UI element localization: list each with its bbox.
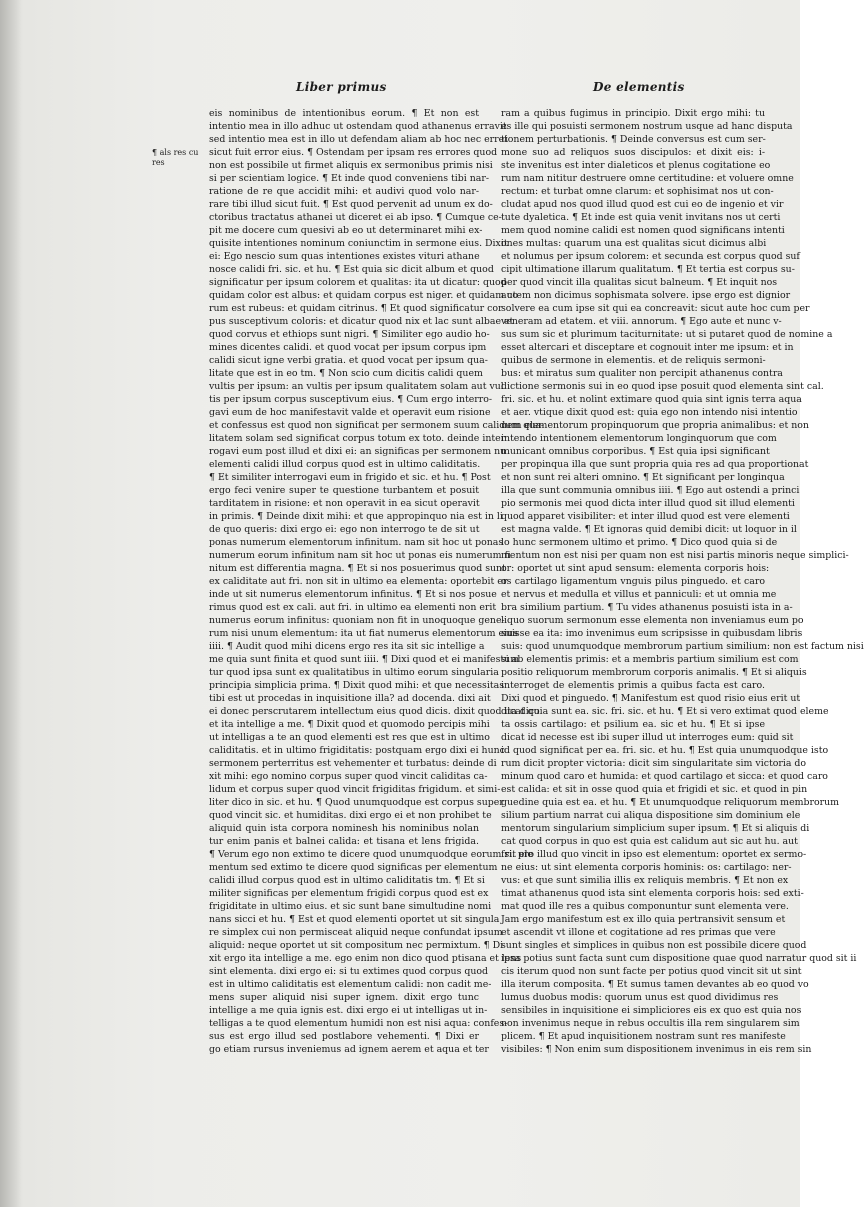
text-line: id quod significat per ea. fri. sic. et hu. ¶ Est quia unumquodque isto [501,745,829,756]
text-line: sed intentio mea est in illo ut defendam aliam ab hoc nec erret [209,134,508,145]
text-line: suisse ea ita: imo invenimus eum scripsisse in quibusdam libris [501,628,803,639]
text-line: iiii. ¶ Audit quod mihi dicens ergo res ita sit sic intellige a [209,641,485,652]
text-line: plicem. ¶ Et apud inquisitionem nostram sunt res manifeste [501,1031,786,1042]
text-line: dictione sermonis sui in eo quod ipse posuit quod elementa sint cal. [501,381,824,392]
text-line: mem quod nomine calidi est nomen quod significans intenti [501,225,785,236]
text-line: si ab elementis primis: et a membris partium similium est com [501,654,799,665]
text-line: fri. pro illud quo vincit in ipso est elementum: oportet ex sermo- [501,849,807,860]
text-line: guedine quia est ea. et hu. ¶ Et unumquodque reliquorum membrorum [501,797,840,808]
text-line: et nolumus per ipsum colorem: et secunda est corpus quod suf [501,251,800,262]
text-line: suis: quod unumquodque membrorum partium similium: non est factum nisi [501,641,864,652]
text-line: quibus de sermone in elementis. et de reliquis sermoni- [501,355,766,366]
text-line: tarditatem in risione: et non operavit in ea sicut operavit [209,498,480,509]
page-gutter-shadow [0,0,22,1207]
text-line: ¶ Verum ego non extimo te dicere quod unumquodque eorum sit ele [209,849,534,860]
text-line: rectum: et turbat omne clarum: et sophisimat nos ut con- [501,186,774,197]
text-line: ¶ Et similiter interrogavi eum in frigido et sic. et hu. ¶ Post [209,472,491,483]
text-line: ste invenitus est inter dialeticos et plenus cogitatione eo [501,160,771,171]
text-line: mens super aliquid nisi super ignem. dixit ergo tunc [209,992,479,1003]
text-line: rum nisi unum elementum: ita ut fiat numerus elementorum eius [209,628,518,639]
text-line: cis iterum quod non sunt facte per potius quod vincit sit ut sint [501,966,802,977]
running-head-right: De elementis [593,80,685,94]
text-line: tur quod ipsa sunt ex qualitatibus in ultimo eorum singularia [209,667,499,678]
text-line: mentum sed extimo te dicere quod significas per elementum [209,862,498,873]
text-line: timat athanenus quod ista sint elementa corporis hois: sed exti- [501,888,804,899]
text-line: ctoribus tractatus athanei ut diceret ei ab ipso. ¶ Cumque ce- [209,212,502,223]
text-line: tute dyaletica. ¶ Et inde est quia venit invitans nos ut certi [501,212,781,223]
text-line: cludat apud nos quod illud quod est cui eo de ingenio et vir [501,199,784,210]
text-line: rum nam nititur destruere omne certitudine: et voluere omne [501,173,794,184]
text-line: sermonem perterritus est vehementer et turbatus: deinde di [209,758,497,769]
text-line: est calida: et sit in osse quod quia et frigidi et sic. et quod in pin [501,784,808,795]
text-line: telligas a te quod elementum humidi non est nisi aqua: confes- [209,1018,508,1029]
text-line: mines dicentes calidi. et quod vocat per ipsum corpus ipm [209,342,487,353]
text-line: rogavi eum post illud et dixi ei: an significas per sermonem nu [209,446,507,457]
text-line: bus: et miratus sum qualiter non percipit athanenus contra [501,368,783,379]
text-line: quod vincit sic. et humiditas. dixi ergo ei et non prohibet te [209,810,492,821]
text-column-right [501,107,864,1056]
text-line: rimus quod est ex cali. aut fri. in ultimo ea elementi non erit [209,602,497,613]
text-line: quisite intentiones nominum coniunctim in sermone eius. Dixit [209,238,508,249]
text-line: intellige a me quia ignis est. dixi ergo ei ut intelligas ut in- [209,1005,488,1016]
text-line: silium partium narrat cui aliqua dispositione sim dominium ele [501,810,801,821]
text-line: re simplex cui non permisceat aliquid neque confundat ipsum [209,927,503,938]
text-line: illa que sunt communia omnibus iiii. ¶ Ego aut ostendi a princi [501,485,800,496]
text-line: eis nominibus de intentionibus eorum. ¶ Et non est [209,108,479,119]
text-line: tis per ipsum corpus susceptivum eius. ¶ Cum ergo interro- [209,394,493,405]
text-line: et non sunt rei alteri omnino. ¶ Et significant per longinqua [501,472,785,483]
text-line: rare tibi illud sicut fuit. ¶ Est quod pervenit ad unum ex do- [209,199,493,210]
text-line: ponas numerum elementorum infinitum. nam sit hoc ut ponas [209,537,504,548]
text-line: nosce calidi fri. sic. et hu. ¶ Est quia sic dicit album et quod [209,264,494,275]
text-line: nem elementorum propinquorum que propria animalibus: et non [501,420,809,431]
text-line: nans sicci et hu. ¶ Est et quod elementi oportet ut sit singula [209,914,500,925]
text-line: non invenimus neque in rebus occultis illa rem singularem sim [501,1018,800,1029]
text-line: cat quod corpus in quo est quia est calidum aut sic aut hu. aut [501,836,798,847]
text-line: et ita intellige a me. ¶ Dixit quod et quomodo percipis mihi [209,719,490,730]
text-line: ei: Ego nescio sum quas intentiones existes vituri athane [209,251,480,262]
text-line: pus susceptivum coloris: et dicatur quod nix et lac sunt albae et [209,316,514,327]
text-line: tibi est ut procedas in inquisitione illa? ad docenda. dixi ait [209,693,491,704]
text-line: nitum est differentia magna. ¶ Et si nos posuerimus quod sunt [209,563,506,574]
text-line: in primis. ¶ Deinde dixit mihi: et que appropinquo nia est in li [209,511,503,522]
text-line: sus sum sic et plurimum taciturnitate: ut si putaret quod de nomine a [501,329,833,340]
text-line: caliditatis. et in ultimo frigiditatis: postquam ergo dixi ei hunc [209,745,505,756]
text-line: autem non dicimus sophismata solvere. ipse ergo est dignior [501,290,791,301]
text-line: lo hunc sermonem ultimo et primo. ¶ Dico quod quia si de [501,537,778,548]
text-line: aliquid quin ista corpora nominesh his nominibus nolan [209,823,479,834]
text-line: per quod vincit illa qualitas sicut balneum. ¶ Et inquit nos [501,277,778,288]
text-line: mentum non est nisi per quam non est nisi partis minoris neque simplici- [501,550,849,561]
text-line: lumus duobus modis: quorum unus est quod dividimus res [501,992,779,1003]
text-line: per propinqua illa que sunt propria quia res ad qua proportionat [501,459,809,470]
text-line: ne eius: ut sint elementa corporis hominis: os: cartilago: ner- [501,862,792,873]
text-line: tionem perturbationis. ¶ Deinde conversus est cum ser- [501,134,766,145]
text-line: mentorum singularium simplicium super ipsum. ¶ Et si aliquis di [501,823,810,834]
text-line: principia simplicia prima. ¶ Dixit quod mihi: et que necessitas [209,680,505,691]
text-line: litate que est in eo tm. ¶ Non scio cum dicitis calidi quem [209,368,483,379]
text-line: sint elementa. dixi ergo ei: si tu extimes quod corpus quod [209,966,489,977]
text-line: gavi eum de hoc manifestavit valde et operavit eum risione [209,407,491,418]
text-line: os cartilago ligamentum vnguis pilus pinguedo. et caro [501,576,765,587]
text-line: dicat quia sunt ea. sic. fri. sic. et hu. ¶ Et si vero extimat quod eleme [501,706,829,717]
text-line: positio reliquorum membrorum corporis animalis. ¶ Et si aliquis [501,667,807,678]
text-line: frigiditate in ultimo eius. et sic sunt bane simultudine nomi [209,901,492,912]
text-line: est in ultimo caliditatis est elementum calidi: non cadit me- [209,979,492,990]
text-line: mone suo ad reliquos suos discipulos: et dixit eis: i- [501,147,765,158]
text-line: ipsa potius sunt facta sunt cum dispositione quae quod narratur quod sit ii [501,953,857,964]
text-line: municant omnibus corporibus. ¶ Est quia ipsi significant [501,446,770,457]
text-line: liquo suorum sermonum esse elementa non inveniamus eum po [501,615,804,626]
text-column-left [209,107,544,1056]
text-line: calidi sicut igne verbi gratia. et quod vocat per ipsum qua- [209,355,488,366]
text-line: ratione de re que accidit mihi: et audivi quod volo nar- [209,186,479,197]
text-line: et ascendit vt illone et cogitatione ad res primas que vere [501,927,776,938]
text-line: veneram ad etatem. et viii. annorum. ¶ Ego aute et nunc v- [501,316,782,327]
text-line: tur enim panis et balnei calida: et tisana et lens frigida. [209,836,479,847]
text-line: intentio mea in illo adhuc ut ostendam quod athanenus erravit [209,121,507,132]
text-line: ei donec perscrutarem intellectum eius quod dicis. dixit quod ita dico [209,706,540,717]
text-line: interroget de elementis primis a quibus facta est caro. [501,680,765,691]
text-line: rum est rubeus: et quidam citrinus. ¶ Et quod significatur cor [209,303,503,314]
text-line: quod corvus et ethiops sunt nigri. ¶ Similiter ego audio ho- [209,329,490,340]
text-line: de quo queris: dixi ergo ei: ego non interrogo te de sit ut [209,524,480,535]
text-line: calidi illud corpus quod est in ultimo caliditatis tm. ¶ Et si [209,875,485,886]
text-line: me quia sunt finita et quod sunt iiii. ¶ Dixi quod et ei manifestum [209,654,520,665]
text-line: et confessus est quod non significat per sermonem suum calidum qua- [209,420,544,431]
text-line: quod apparet visibiliter: et inter illud quod est vere elementi [501,511,790,522]
text-line: sicut fuit error eius. ¶ Ostendam per ipsam res errores quod [209,147,498,158]
text-line: cipit ultimatione illarum qualitatum. ¶ Et tertia est corpus su- [501,264,795,275]
text-line: or: oportet ut sint apud sensum: elementa corporis hois: [501,563,770,574]
text-line: sunt singles et simplices in quibus non est possibile dicere quod [501,940,807,951]
text-line: go etiam rursus inveniemus ad ignem aerem et aqua et ter [209,1044,489,1055]
text-line: ergo feci venire super te questione turbantem et posuit [209,485,479,496]
text-line: ta ossis cartilago: et psilium ea. sic et hu. ¶ Et si ipse [501,719,765,730]
text-line: inde ut sit numerus elementorum infinitus. ¶ Et si nos posue [209,589,497,600]
text-line: vus: et que sunt similia illis ex reliquis membris. ¶ Et non ex [501,875,789,886]
text-line: est magna valde. ¶ Et ignoras quid demibi dicit: ut loquor in il [501,524,797,535]
text-line: si per scientiam logice. ¶ Et inde quod conveniens tibi nar- [209,173,490,184]
text-line: Dixi quod et pinguedo. ¶ Manifestum est quod risio eius erit ut [501,693,801,704]
text-line: Jam ergo manifestum est ex illo quia pertransivit sensum et [501,914,786,925]
text-line: mat quod ille res a quibus componuntur sunt elementa vere. [501,901,789,912]
text-line: xit mihi: ego nomino corpus super quod vincit caliditas ca- [209,771,488,782]
text-line: ones multas: quarum una est qualitas sicut dicimus albi [501,238,767,249]
text-line: bra similium partium. ¶ Tu vides athanenus posuisti ista in a- [501,602,793,613]
text-line: non est possibile ut firmet aliquis ex sermonibus primis nisi [209,160,493,171]
text-line: quidam color est albus: et quidam corpus est niger. et quidam co- [209,290,522,301]
text-line: ex caliditate aut fri. non sit in ultimo ea elementa: oportebit er [209,576,508,587]
text-line: vultis per ipsum: an vultis per ipsum qualitatem solam aut vul [209,381,504,392]
text-line: fri. sic. et hu. et nolint extimare quod quia sint ignis terra aqua [501,394,802,405]
text-line: aliquid: neque oportet ut sit compositum nec permixtum. ¶ Di [209,940,504,951]
text-line: xit ergo ita intellige a me. ego enim non dico quod ptisana et lens [209,953,522,964]
text-line: ut intelligas a te an quod elementi est res que est in ultimo [209,732,490,743]
text-line: esset altercari et disceptare et cognouit inter me ipsum: et in [501,342,794,353]
text-line: pio sermonis mei quod dicta inter illud quod sit illud elementi [501,498,795,509]
text-line: illa iterum composita. ¶ Et sumus tamen devantes ab eo quod vo [501,979,809,990]
text-line: militer significas per elementum frigidi corpus quod est ex [209,888,489,899]
text-line: et nervus et medulla et villus et panniculi: et ut omnia me [501,589,777,600]
text-line: litatem solam sed significat corpus totum ex toto. deinde inter [209,433,506,444]
text-line: elementi calidi illud corpus quod est in ultimo caliditatis. [209,459,481,470]
text-line: sus est ergo illud sed postlabore vehementi. ¶ Dixi er [209,1031,479,1042]
text-line: sensibiles in inquisitione ei simpliciores eis ex quo est quia nos [501,1005,802,1016]
text-line: visibiles: ¶ Non enim sum dispositionem invenimus in eis rem sin [501,1044,812,1055]
text-line: significatur per ipsum colorem et qualitas: ita ut dicatur: quod [209,277,507,288]
text-line: numerum eorum infinitum nam sit hoc ut ponas eis numerum fi [209,550,511,561]
text-line: ram a quibus fugimus in principio. Dixit ergo mihi: tu [501,108,765,119]
text-line: dicat id necesse est ibi super illud ut interroges eum: quid sit [501,732,794,743]
text-line: intendo intentionem elementorum longinquorum que com [501,433,777,444]
text-line: liter dico in sic. et hu. ¶ Quod unumquodque est corpus super [209,797,504,808]
margin-note: ¶ als res cu res [152,148,199,167]
text-line: es ille qui posuisti sermonem nostrum usque ad hanc disputa [501,121,793,132]
text-line: lidum et corpus super quod vincit frigiditas frigidum. et simi- [209,784,501,795]
text-line: solvere ea cum ipse sit qui ea concreavit: sicut aute hoc cum per [501,303,810,314]
text-line: et aer. vtique dixit quod est: quia ego non intendo nisi intentio [501,407,798,418]
text-line: numerus eorum infinitus: quoniam non fit in unoquoque gene- [209,615,505,626]
running-head-left: Liber primus [296,80,387,94]
text-line: rum dicit propter victoria: dicit sim singularitate sim victoria do [501,758,807,769]
text-line: minum quod caro et humida: et quod cartilago et sicca: et quod caro [501,771,828,782]
text-line: pit me docere cum quesivi ab eo ut determinaret mihi ex- [209,225,483,236]
